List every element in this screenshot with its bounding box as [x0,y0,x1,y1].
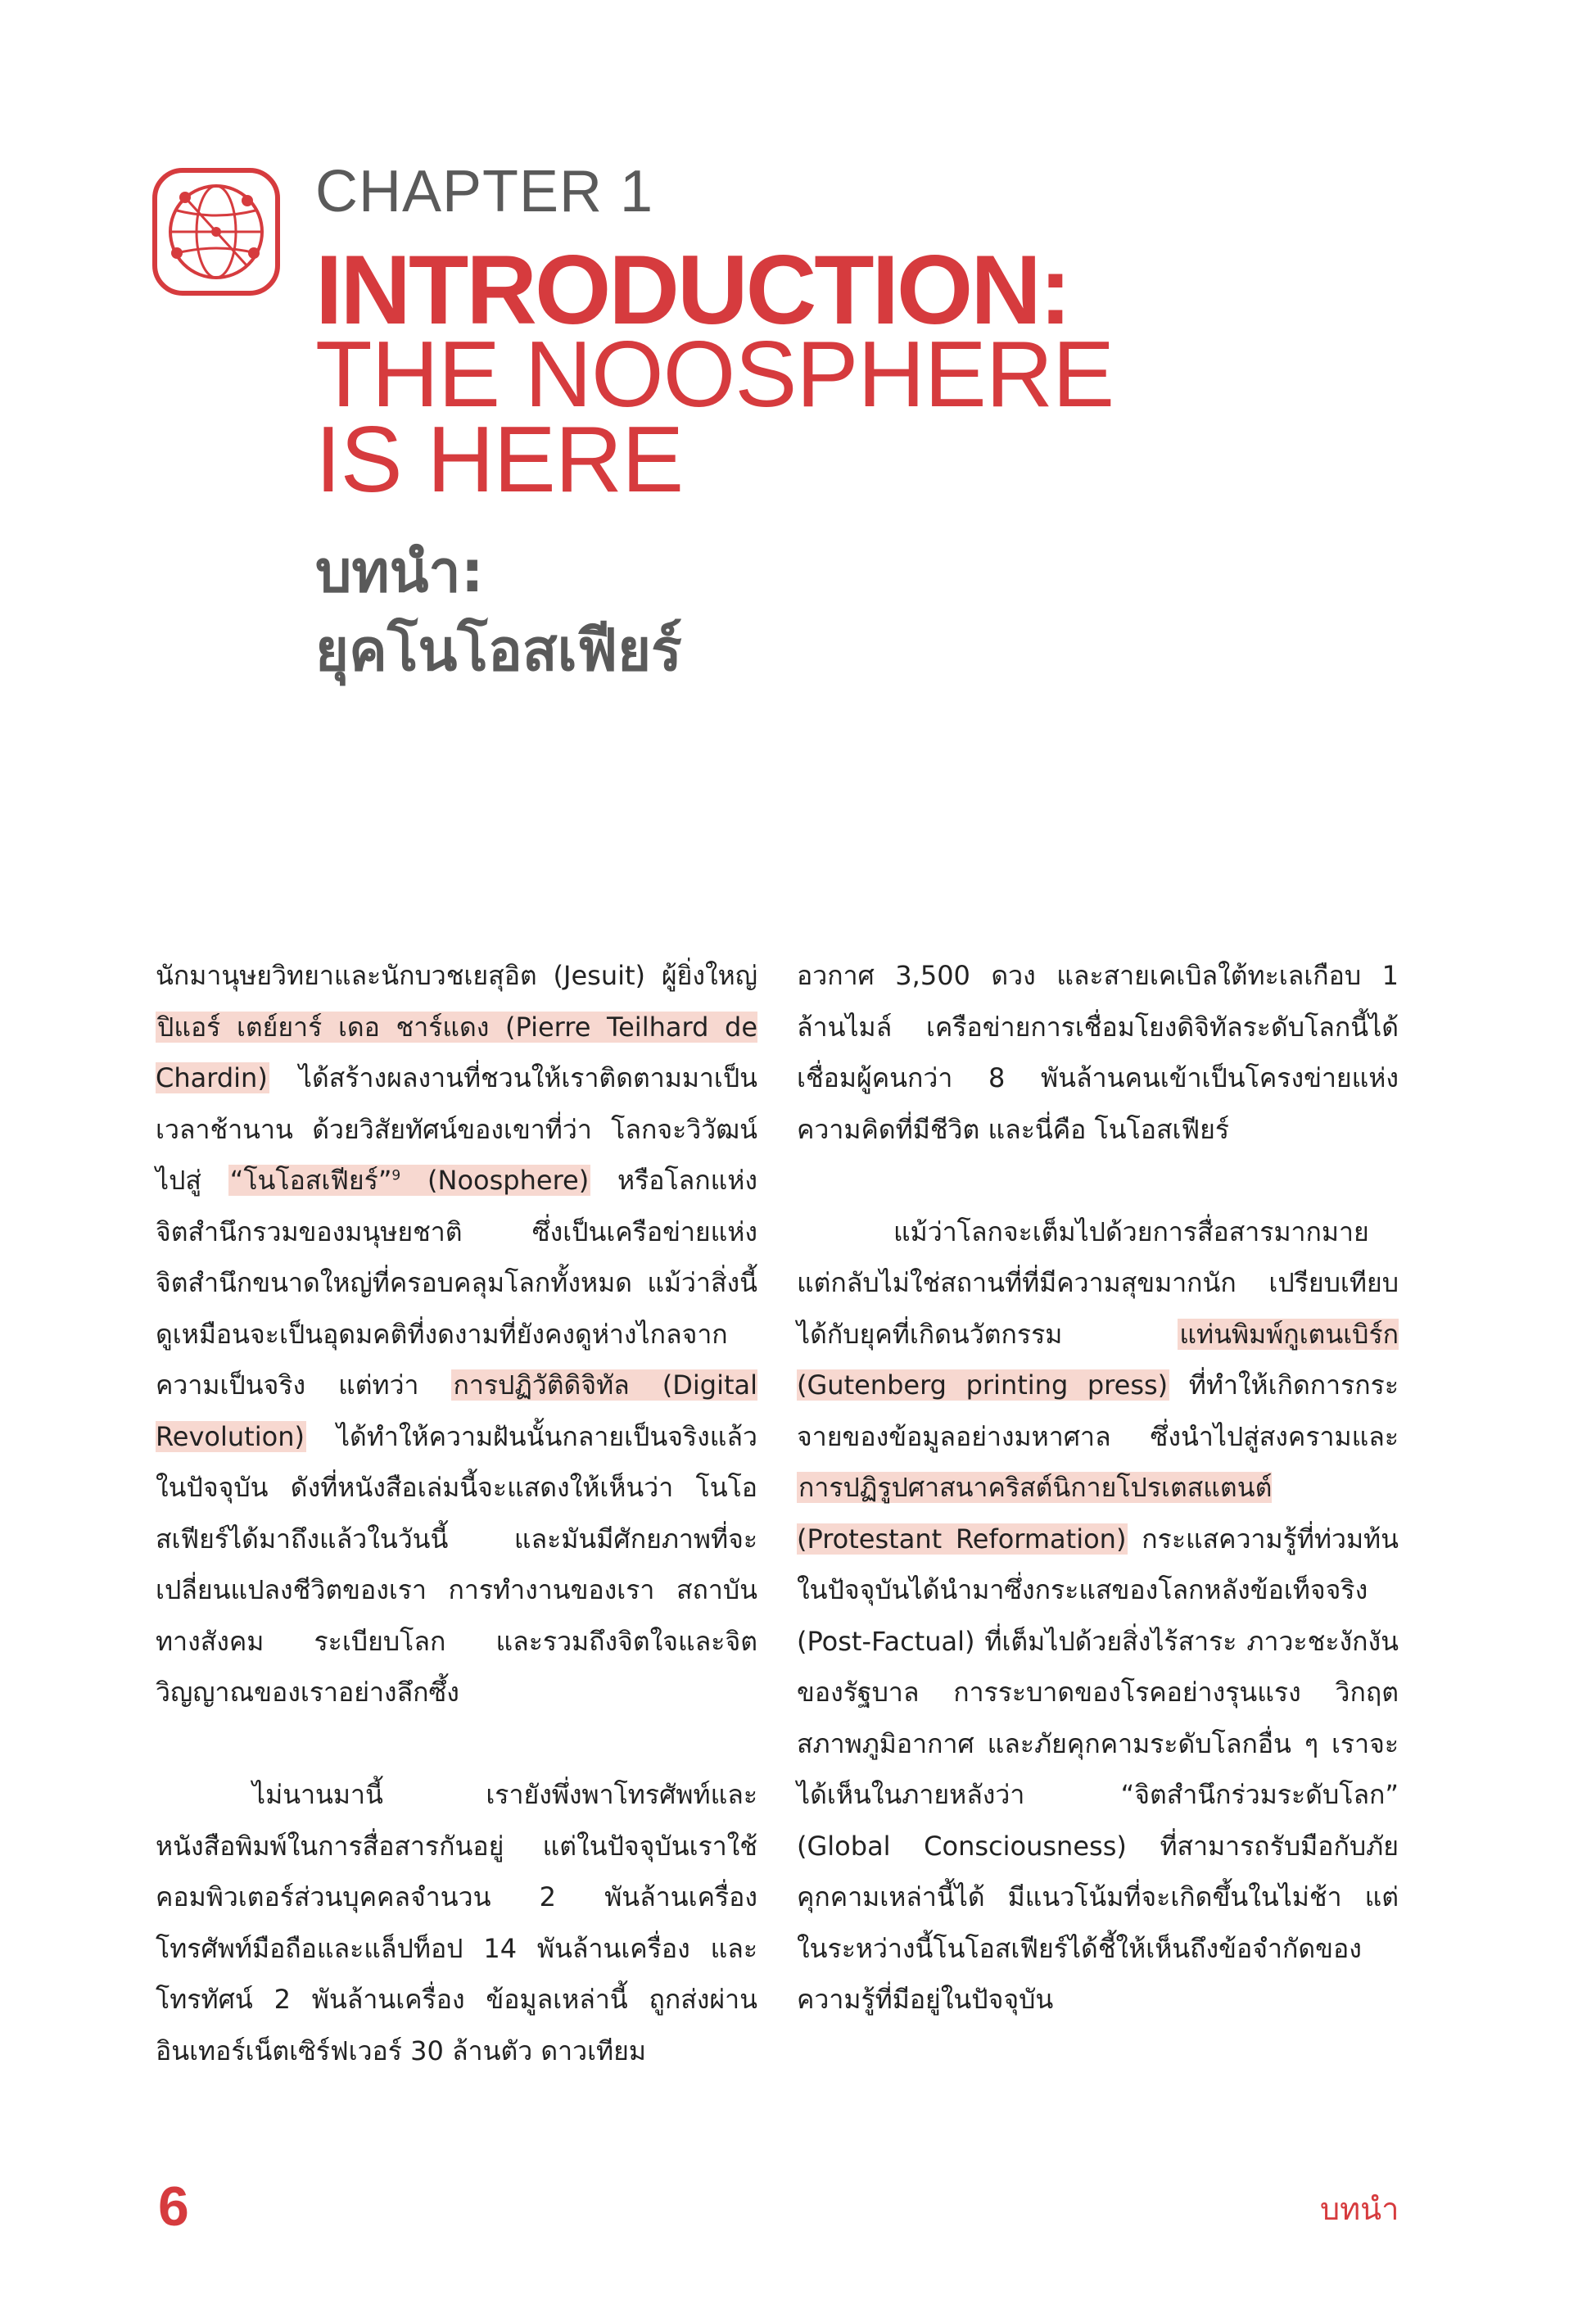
paragraph: อวกาศ 3,500 ดวง และสายเคเบิลใต้ทะเลเกือบ 1 ล้านไมล์ เครือข่ายการเชื่อมโยงดิจิทัลระดับโลกนี้ได้เชื่อมผู้คนกว่า 8 พันล้านคนเข้าเป็นโครงข่ายแห่งความคิดที่มีชีวิต และนี่คือ โนโอสเฟียร์ [797,960,1399,1145]
globe-network-icon [152,168,280,296]
paragraph: ไม่นานมานี้ เรายังพึ่งพาโทรศัพท์และหนังสือพิมพ์ในการสื่อสารกันอยู่ แต่ในปัจจุบันเราใช้คอมพิวเตอร์ส่วนบุคคลจำนวน 2 พันล้านเครื่อง โทรศัพท์มือถือและแล็ปท็อป 14 พันล้านเครื่อง และโทรทัศน์ 2 พันล้านเครื่อง ข้อมูลเหล่านี้ ถูกส่งผ่านอินเทอร์เน็ตเซิร์ฟเวอร์ 30 ล้านตัว ดาวเทียม [156,1779,757,2066]
highlight-name: ปิแอร์ เตย์ยาร์ เดอ ชาร์แดง (Pierre Teilhard de Chardin) [156,1011,757,1093]
section-label: บทนำ [1320,2191,1399,2227]
subtitle-line-1: บทนำ: [315,538,484,605]
thai-subtitle [315,532,682,690]
right-column [797,950,1399,2026]
chapter-title [315,235,1462,512]
paragraph [156,950,757,1718]
body-text: นักมานุษยวิทยาและนักบวชเยสุอิต (Jesuit) ผู้ยิ่งใหญ่ [156,960,757,991]
title-line-1: INTRODUCTION: [315,235,1069,345]
highlight-term [228,1165,590,1196]
left-column [156,950,757,2076]
body-text: ที่ทำให้เกิดการกระจายของข้อมูลอย่างมหาศาล ซึ่งนำไปสู่สงครามและ [797,1369,1399,1452]
page-number: 6 [158,2175,189,2238]
highlight-term: การปฏิวัติดิจิทัล (Digital Revolution) [156,1369,757,1452]
body-text: กระแสความรู้ที่ท่วมท้นในปัจจุบันได้นำมาซึ่งกระแสของโลกหลังข้อเท็จจริง (Post-Factual) ที่เต็มไปด้วยสิ่งไร้สาระ ภาวะชะงักงันของรัฐบาล การระบาดของโรคอย่างรุนแรง วิกฤตสภาพภูมิอากาศ และภัยคุกคามระดับโลกอื่น ๆ เราจะได้เห็นในภายหลังว่า “จิตสำนึกร่วมระดับโลก” (Global Consciousness) ที่สามารถรับมือกับภัยคุกคามเหล่านี้ได้ มีแนวโน้มที่จะเกิดขึ้นในไม่ช้า แต่ในระหว่างนี้โนโอสเฟียร์ได้ชี้ให้เห็นถึงข้อจำกัดของความรู้ที่มีอยู่ในปัจจุบัน [797,1523,1399,2015]
highlight-term: แท่นพิมพ์กูเตนเบิร์ก (Gutenberg printing press) [797,1318,1399,1401]
title-line-3: IS HERE [315,408,684,512]
footnote-marker[interactable]: 9 [391,1167,401,1184]
highlight-term: การปฏิรูปศาสนาคริสต์นิกายโปรเตสแตนต์ (Protestant Reformation) [797,1472,1273,1555]
body-text: ได้ทำให้ความฝันนั้นกลายเป็นจริงแล้วในปัจจุบัน ดังที่หนังสือเล่มนี้จะแสดงให้เห็นว่า โนโอสเฟียร์ได้มาถึงแล้วในวันนี้ และมันมีศักยภาพที่จะเปลี่ยนแปลงชีวิตของเรา การทำงานของเรา สถาบันทางสังคม ระเบียบโลก และรวมถึงจิตใจและจิตวิญญาณของเราอย่างลึกซึ้ง [156,1420,757,1708]
body-text: ได้สร้างผลงานที่ชวนให้เราติดตามมาเป็นเวลาช้านาน ด้วยวิสัยทัศน์ของเขาที่ว่า โลกจะวิวัฒน์ไปสู่ [156,1062,757,1196]
highlight-term-thai: “โนโอสเฟียร์” [229,1165,392,1196]
chapter-label: CHAPTER 1 [315,159,654,224]
title-line-2: THE NOOSPHERE [315,323,1114,427]
paragraph [797,1206,1399,2026]
body-text: หรือโลกแห่งจิตสำนึกรวมของมนุษยชาติ ซึ่งเป็นเครือข่ายแห่งจิตสำนึกขนาดใหญ่ที่ครอบคลุมโลกทั้งหมด แม้ว่าสิ่งนี้ดูเหมือนจะเป็นอุดมคติที่งดงามที่ยังคงดูห่างไกลจากความเป็นจริง แต่ทว่า [156,1165,758,1401]
body-text: แม้ว่าโลกจะเต็มไปด้วยการสื่อสารมากมาย แต่กลับไม่ใช่สถานที่ที่มีความสุขมากนัก เปรียบเทียบได้กับยุคที่เกิดนวัตกรรม [797,1215,1399,1350]
highlight-term-english: (Noosphere) [400,1165,590,1196]
subtitle-line-2: ยุคโนโอสเฟียร์ [315,617,682,684]
